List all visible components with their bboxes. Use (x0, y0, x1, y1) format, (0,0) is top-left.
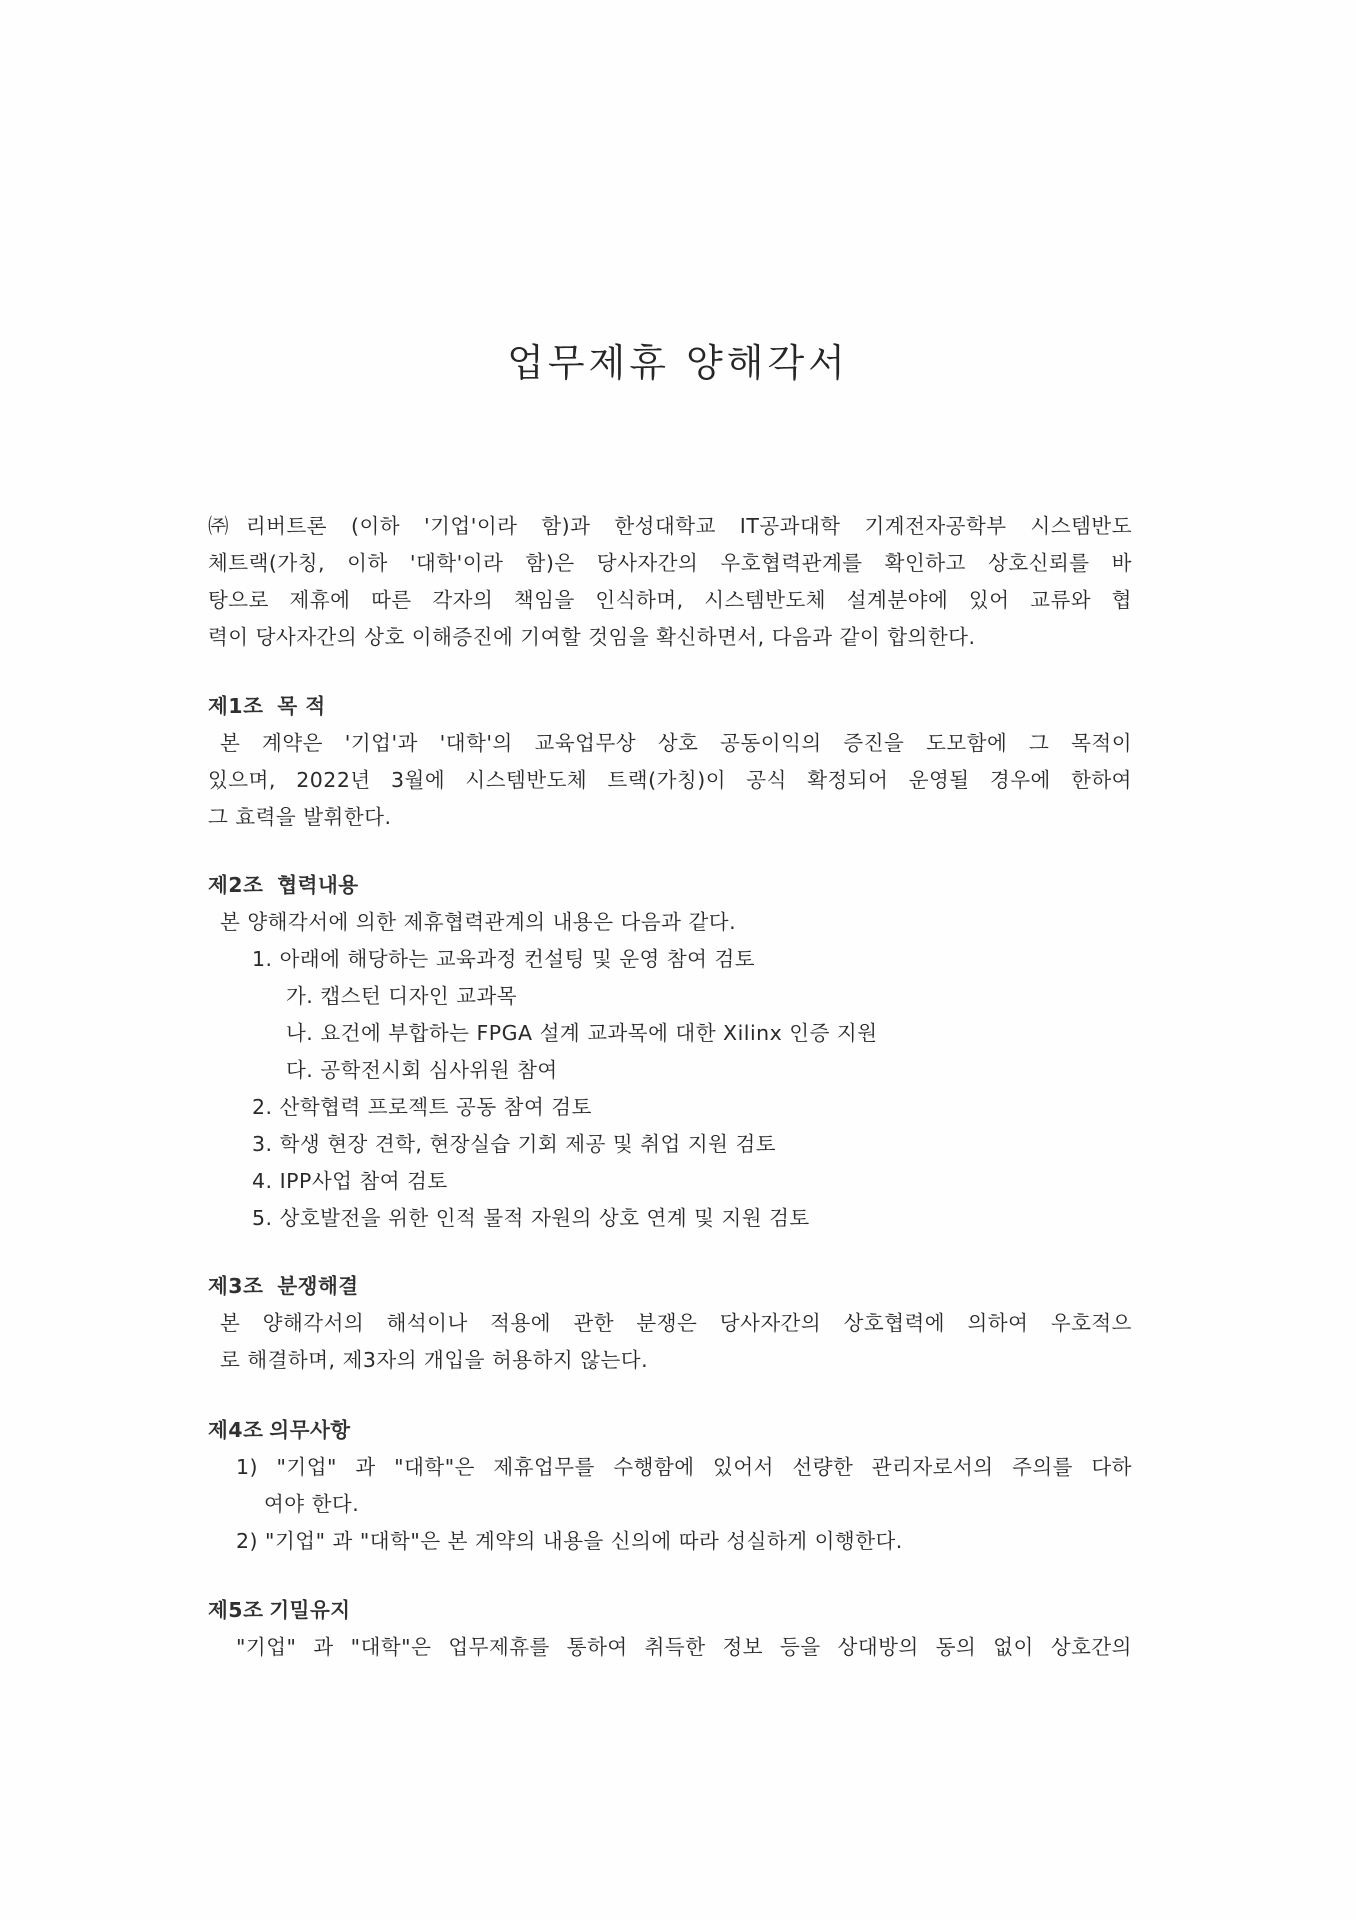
intro-line: 체트랙(가칭, 이하 '대학'이라 함)은 당사자간의 우호협력관계를 확인하고 상호신뢰를 바 (208, 551, 1132, 575)
list-item: 4. IPP사업 참여 검토 (252, 1169, 448, 1193)
article-4 (208, 1412, 1132, 1560)
article-3 (208, 1268, 1132, 1379)
intro-line: 탕으로 제휴에 따른 각자의 책임을 인식하며, 시스템반도체 설계분야에 있어 교류와 협 (208, 588, 1132, 612)
sub-list-item: 나. 요건에 부합하는 FPGA 설계 교과목에 대한 Xilinx 인증 지원 (286, 1021, 878, 1045)
article-line: 로 해결하며, 제3자의 개입을 허용하지 않는다. (220, 1348, 649, 1372)
article-title: 의무사항 (269, 1418, 351, 1442)
article-title: 기밀유지 (269, 1598, 351, 1622)
article-title: 목 적 (277, 694, 326, 718)
article-title: 협력내용 (277, 873, 359, 897)
article-number: 제3조 (208, 1274, 264, 1298)
article-5-heading (208, 1592, 1132, 1629)
list-item: 2. 산학협력 프로젝트 공동 참여 검토 (252, 1095, 592, 1119)
article-1-heading (208, 688, 1132, 725)
sub-list-item: 다. 공학전시회 심사위원 참여 (286, 1058, 558, 1082)
article-number: 제1조 (208, 694, 264, 718)
list-item: 3. 학생 현장 견학, 현장실습 기회 제공 및 취업 지원 검토 (252, 1132, 777, 1156)
article-line: 본 계약은 '기업'과 '대학'의 교육업무상 상호 공동이익의 증진을 도모함에 그 목적이 (220, 731, 1132, 755)
article-line: 있으며, 2022년 3월에 시스템반도체 트랙(가칭)이 공식 확정되어 운영될 경우에 한하여 (208, 768, 1132, 792)
article-number: 제2조 (208, 873, 264, 897)
article-line: 2) "기업" 과 "대학"은 본 계약의 내용을 신의에 따라 성실하게 이행한다. (236, 1529, 903, 1553)
article-number: 제4조 (208, 1418, 264, 1442)
list-item: 1. 아래에 해당하는 교육과정 컨설팅 및 운영 참여 검토 (252, 947, 756, 971)
article-line: 본 양해각서의 해석이나 적용에 관한 분쟁은 당사자간의 상호협력에 의하여 우호적으 (220, 1311, 1132, 1335)
article-line: 여야 한다. (264, 1492, 360, 1516)
article-lead: 본 양해각서에 의한 제휴협력관계의 내용은 다음과 같다. (220, 910, 737, 934)
document-title: 업무제휴 양해각서 (507, 341, 849, 385)
list-item: 5. 상호발전을 위한 인적 물적 자원의 상호 연계 및 지원 검토 (252, 1206, 810, 1230)
article-3-heading (208, 1268, 1132, 1305)
article-2 (208, 867, 1132, 1237)
article-line: 그 효력을 발휘한다. (208, 805, 392, 829)
article-5 (208, 1592, 1132, 1666)
intro-paragraph (208, 508, 1132, 656)
article-2-heading (208, 867, 1132, 904)
article-4-heading (208, 1412, 1132, 1449)
article-title: 분쟁해결 (277, 1274, 359, 1298)
intro-line: ㈜리버트론 (이하 '기업'이라 함)과 한성대학교 IT공과대학 기계전자공학부 시스템반도 (208, 514, 1132, 538)
sub-list-item: 가. 캡스턴 디자인 교과목 (286, 984, 518, 1008)
intro-line: 력이 당사자간의 상호 이해증진에 기여할 것임을 확신하면서, 다음과 같이 합의한다. (208, 625, 976, 649)
article-line: 1) "기업" 과 "대학"은 제휴업무를 수행함에 있어서 선량한 관리자로서의 주의를 다하 (236, 1455, 1132, 1479)
article-line: "기업" 과 "대학"은 업무제휴를 통하여 취득한 정보 등을 상대방의 동의 없이 상호간의 (236, 1635, 1132, 1659)
article-number: 제5조 (208, 1598, 264, 1622)
article-1 (208, 688, 1132, 836)
